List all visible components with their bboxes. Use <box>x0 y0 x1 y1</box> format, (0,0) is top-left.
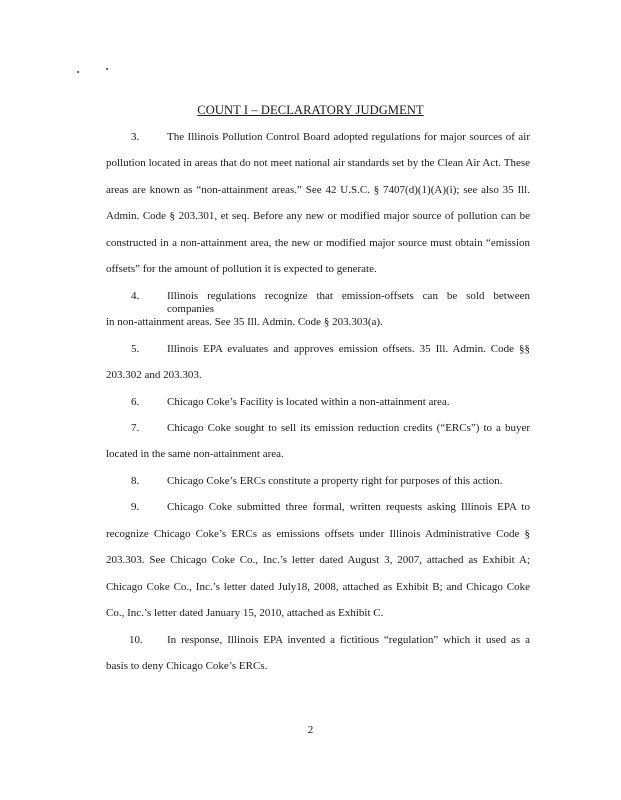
paragraph-number: 5. <box>131 343 140 355</box>
paragraph-line: located in the same non-attainment area. <box>106 448 284 460</box>
paragraph-line: pollution located in areas that do not meet national air standards set by the Clean Air Act. These <box>106 157 530 169</box>
paragraph-number: 8. <box>131 475 140 487</box>
paragraph-number: 9. <box>131 501 140 513</box>
paragraph-first-line: Chicago Coke’s ERCs constitute a property right for purposes of this action. <box>167 475 503 487</box>
section-heading: COUNT I – DECLARATORY JUDGMENT <box>197 103 424 117</box>
scan-speck <box>77 71 79 73</box>
paragraph-first-line: The Illinois Pollution Control Board adopted regulations for major sources of air <box>167 131 530 143</box>
paragraph-line: recognize Chicago Coke’s ERCs as emissions offsets under Illinois Administrative Code § <box>106 528 530 540</box>
paragraph-first-line: In response, Illinois EPA invented a fictitious “regulation” which it used as a <box>167 634 530 646</box>
paragraph-first-line: Illinois regulations recognize that emission-offsets can be sold between companies <box>167 290 530 315</box>
paragraph-line: areas are known as “non-attainment areas.” See 42 U.S.C. § 7407(d)(1)(A)(i); see also 35 Ill. <box>106 184 530 196</box>
paragraph-first-line: Chicago Coke sought to sell its emission reduction credits (“ERCs”) to a buyer <box>167 422 530 434</box>
paragraph-number: 7. <box>131 422 140 434</box>
paragraph-number: 10. <box>129 634 143 646</box>
page-number: 2 <box>307 724 314 736</box>
paragraph-line: Admin. Code § 203.301, et seq. Before any new or modified major source of pollution can be <box>106 210 530 222</box>
paragraph-first-line: Illinois EPA evaluates and approves emission offsets. 35 Ill. Admin. Code §§ <box>167 343 530 355</box>
paragraph-line: Chicago Coke Co., Inc.’s letter dated July18, 2008, attached as Exhibit B; and Chicago Coke <box>106 581 530 593</box>
paragraph-number: 6. <box>131 396 140 408</box>
paragraph-line: offsets” for the amount of pollution it is expected to generate. <box>106 263 377 275</box>
paragraph-line: in non-attainment areas. See 35 Ill. Admin. Code § 203.303(a). <box>106 316 383 328</box>
paragraph-first-line: Chicago Coke submitted three formal, written requests asking Illinois EPA to <box>167 501 530 513</box>
paragraph-first-line: Chicago Coke’s Facility is located within a non-attainment area. <box>167 396 450 408</box>
paragraph-number: 4. <box>131 290 140 302</box>
scan-speck <box>106 68 108 70</box>
paragraph-line: basis to deny Chicago Coke’s ERCs. <box>106 660 268 672</box>
paragraph-line: 203.302 and 203.303. <box>106 369 202 381</box>
paragraph-line: Co., Inc.’s letter dated January 15, 2010, attached as Exhibit C. <box>106 607 384 619</box>
paragraph-line: constructed in a non-attainment area, the new or modified major source must obtain “emission <box>106 237 530 249</box>
paragraph-number: 3. <box>131 131 140 143</box>
paragraph-line: 203.303. See Chicago Coke Co., Inc.’s letter dated August 3, 2007, attached as Exhibit A; <box>106 554 530 566</box>
